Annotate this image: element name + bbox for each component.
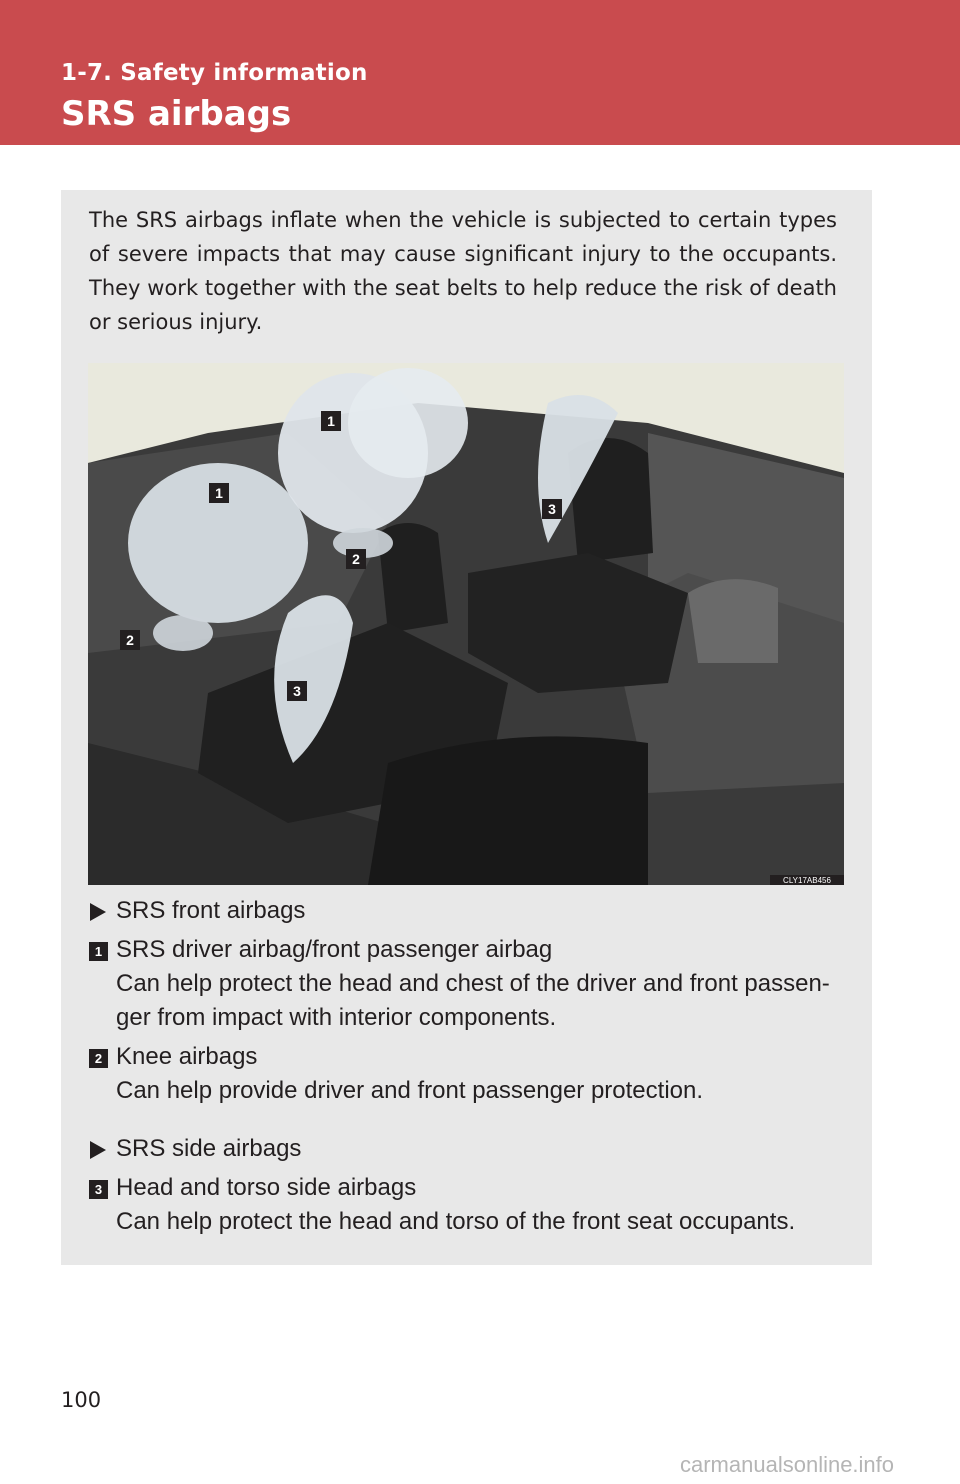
callout-3-a — [542, 499, 562, 519]
group-heading-front: SRS front airbags — [116, 897, 306, 924]
item-desc-front-airbag-line2: ger from impact with interior components. — [116, 1004, 557, 1031]
svg-text:1: 1 — [215, 485, 223, 501]
arrow-bullet-icon — [90, 903, 106, 921]
svg-text:2: 2 — [352, 551, 360, 567]
callout-2-a — [346, 549, 366, 569]
page-number: 100 — [61, 1388, 102, 1412]
airbag-illustration — [88, 363, 844, 885]
item-desc-knee-airbag: Can help provide driver and front passenger protection. — [116, 1077, 704, 1104]
item-title-knee-airbag: Knee airbags — [116, 1043, 258, 1070]
callout-1-b — [209, 483, 229, 503]
callout-1-a — [321, 411, 341, 431]
group-heading-side: SRS side airbags — [116, 1135, 302, 1162]
watermark: carmanualsonline.info — [680, 1452, 895, 1477]
svg-text:3: 3 — [293, 683, 301, 699]
callout-2-b — [120, 630, 140, 650]
svg-text:3: 3 — [548, 501, 556, 517]
item-title-side-airbag: Head and torso side airbags — [116, 1174, 417, 1201]
section-title: 1-7. Safety information — [61, 60, 368, 86]
item-desc-side-airbag: Can help protect the head and torso of the front seat occupants. — [116, 1208, 796, 1235]
page-title: SRS airbags — [61, 94, 292, 134]
number-2-icon: 2 — [89, 1049, 108, 1068]
arrow-bullet-icon — [90, 1141, 106, 1159]
figure-code: CLY17AB456 — [783, 876, 831, 885]
svg-text:1: 1 — [327, 413, 335, 429]
item-desc-front-airbag-line1: Can help protect the head and chest of the driver and front passen- — [116, 970, 830, 997]
number-3-icon: 3 — [89, 1180, 108, 1199]
item-title-front-airbag: SRS driver airbag/front passenger airbag — [116, 936, 553, 963]
callout-3-b — [287, 681, 307, 701]
number-1-icon: 1 — [89, 942, 108, 961]
svg-text:2: 2 — [126, 632, 134, 648]
car-interior-drawing — [88, 363, 844, 885]
intro-paragraph: The SRS airbags inflate when the vehicle is subjected to certain types of severe impacts that may cause significant injury to the occupants. They work together with the seat belts to help reduce the risk of death or serious injury. — [89, 208, 837, 334]
